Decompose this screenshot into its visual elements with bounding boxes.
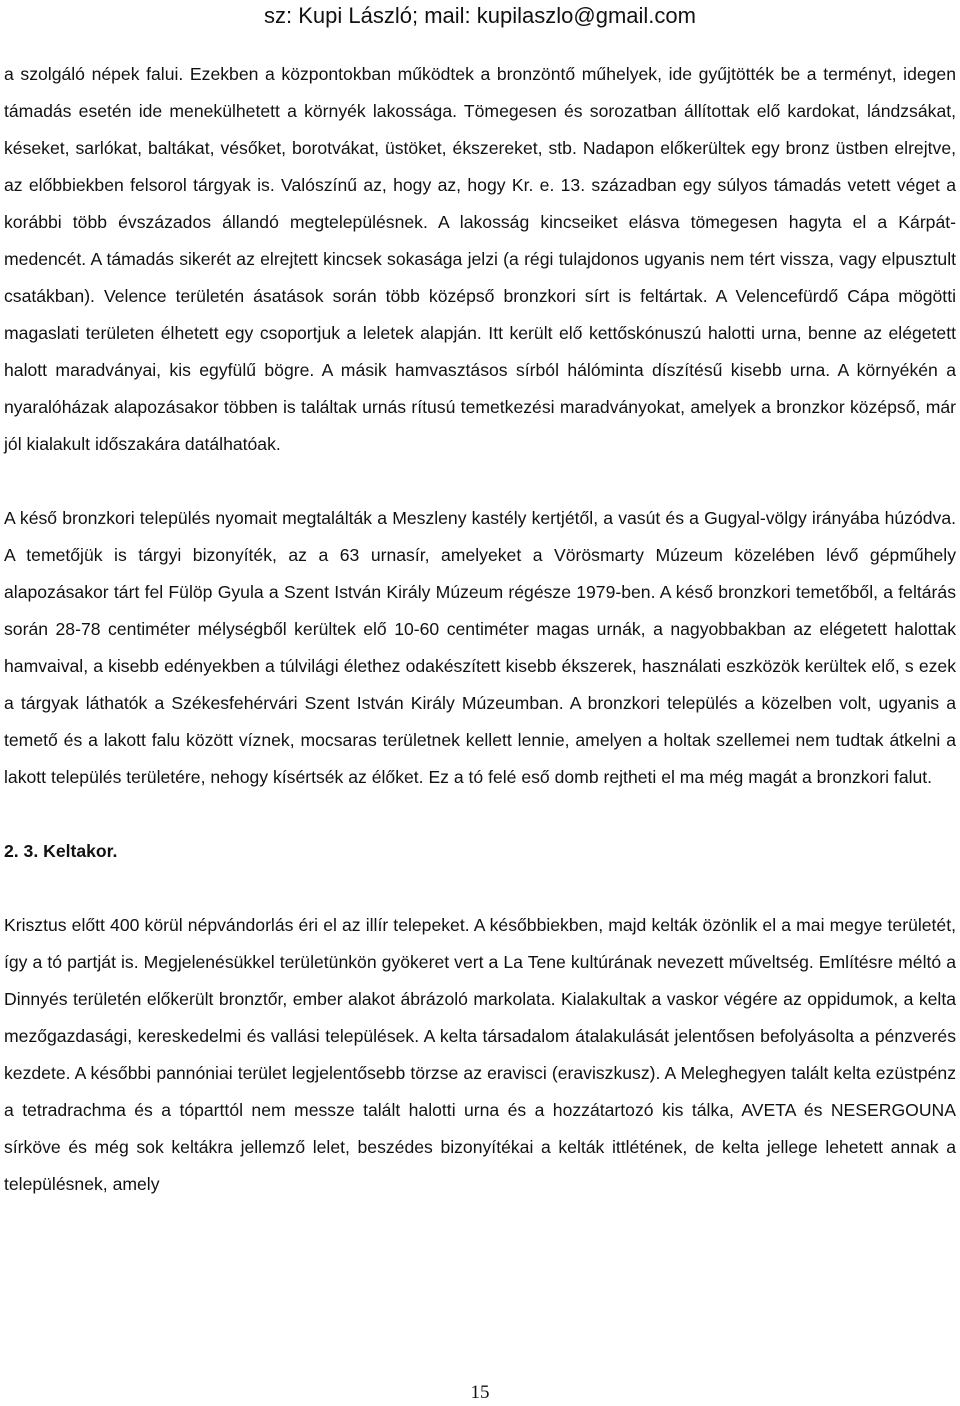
paragraph-spacer bbox=[4, 796, 956, 833]
paragraph-celtic-age: Krisztus előtt 400 körül népvándorlás éri el az illír telepeket. A későbbiekben, majd kelták özönlik el a mai megye területét, így a tó partját is. Megjelenésükkel területünkön gyökeret vert a La Tene kultúrának nevezett műveltség. Említésre méltó a Dinnyés területén előkerült bronztőr, ember alakot ábrázoló markolata. Kialakultak a vaskor végére az oppidumok, a kelta mezőgazdasági, kereskedelmi és vallási települések. A kelta társadalom átalakulását jelentősen befolyásolta a pénzverés kezdete. A későbbi pannóniai terület legjelentősebb törzse az eravisci (eraviszkusz). A Meleghegyen talált kelta ezüstpénz a tetradrachma és a tóparttól nem messze talált halotti urna és a hozzátartozó kis tálka, AVETA és NESERGOUNA sírköve és még sok keltákra jellemző lelet, beszédes bizonyítékai a kelták ittlétének, de kelta jellege lehetett annak a településnek, amely bbox=[4, 915, 956, 1194]
paragraph-bronze-age-centers: a szolgáló népek falui. Ezekben a központokban működtek a bronzöntő műhelyek, ide gyűjtötték be a terményt, idegen támadás esetén ide menekülhetett a környék lakossága. Tömegesen és sorozatban állítottak elő kardokat, lándzsákat, késeket, sarlókat, baltákat, vésőket, borotvákat, üstöket, ékszereket, stb. Nadapon előkerültek egy bronz üstben elrejtve, az előbbiekben felsorol tárgyak is. Valószínű az, hogy az, hogy Kr. e. 13. században egy súlyos támadás vetett véget a korábbi több évszázados állandó megtelepülésnek. A lakosság kincseiket elásva tömegesen hagyta el a Kárpát-medencét. A támadás sikerét az elrejtett kincsek sokasága jelzi (a régi tulajdonos ugyanis nem tért vissza, vagy elpusztult csatákban). Velence területén ásatások során több középső bronzkori sírt is feltártak. A Velencefürdő Cápa mögötti magaslati területen élhetett egy csoportjuk a leletek alapján. Itt került elő kettőskónuszú halotti urna, benne az elégetett halott maradványai, kis egyfülű bögre. A másik hamvasztásos sírból hálóminta díszítésű kisebb urna. A környékén a nyaralóházak alapozásakor többen is találtak urnás rítusú temetkezési maradványokat, amelyek a bronzkor középső, már jól kialakult időszakára datálhatóak. bbox=[4, 64, 956, 454]
page-number: 15 bbox=[470, 1382, 490, 1403]
document-body bbox=[4, 56, 956, 1203]
paragraph-spacer bbox=[4, 870, 956, 907]
page-header: sz: Kupi László; mail: kupilaszlo@gmail.com bbox=[264, 3, 696, 28]
section-heading: 2. 3. Keltakor. bbox=[4, 841, 118, 861]
paragraph-spacer bbox=[4, 463, 956, 500]
paragraph-late-bronze-age: A késő bronzkori település nyomait megtalálták a Meszleny kastély kertjétől, a vasút és a Gugyal-völgy irányába húzódva. A temetőjük is tárgyi bizonyíték, az a 63 urnasír, amelyeket a Vörösmarty Múzeum közelében lévő gépműhely alapozásakor tárt fel Fülöp Gyula a Szent István Király Múzeum régésze 1979-ben. A késő bronzkori temetőből, a feltárás során 28-78 centiméter mélységből kerültek elő 10-60 centiméter magas urnák, a nagyobbakban az elégetett halottak hamvaival, a kisebb edényekben a túlvilági élethez odakészített kisebb ékszerek, használati eszközök kerültek elő, s ezek a tárgyak láthatók a Székesfehérvári Szent István Király Múzeumban. A bronzkori település a közelben volt, ugyanis a temető és a lakott falu között víznek, mocsaras területnek kellett lennie, amelyen a holtak szellemei nem tudtak átkelni a lakott település területére, nehogy kísértsék az élőket. Ez a tó felé eső domb rejtheti el ma még magát a bronzkori falut. bbox=[4, 508, 956, 787]
